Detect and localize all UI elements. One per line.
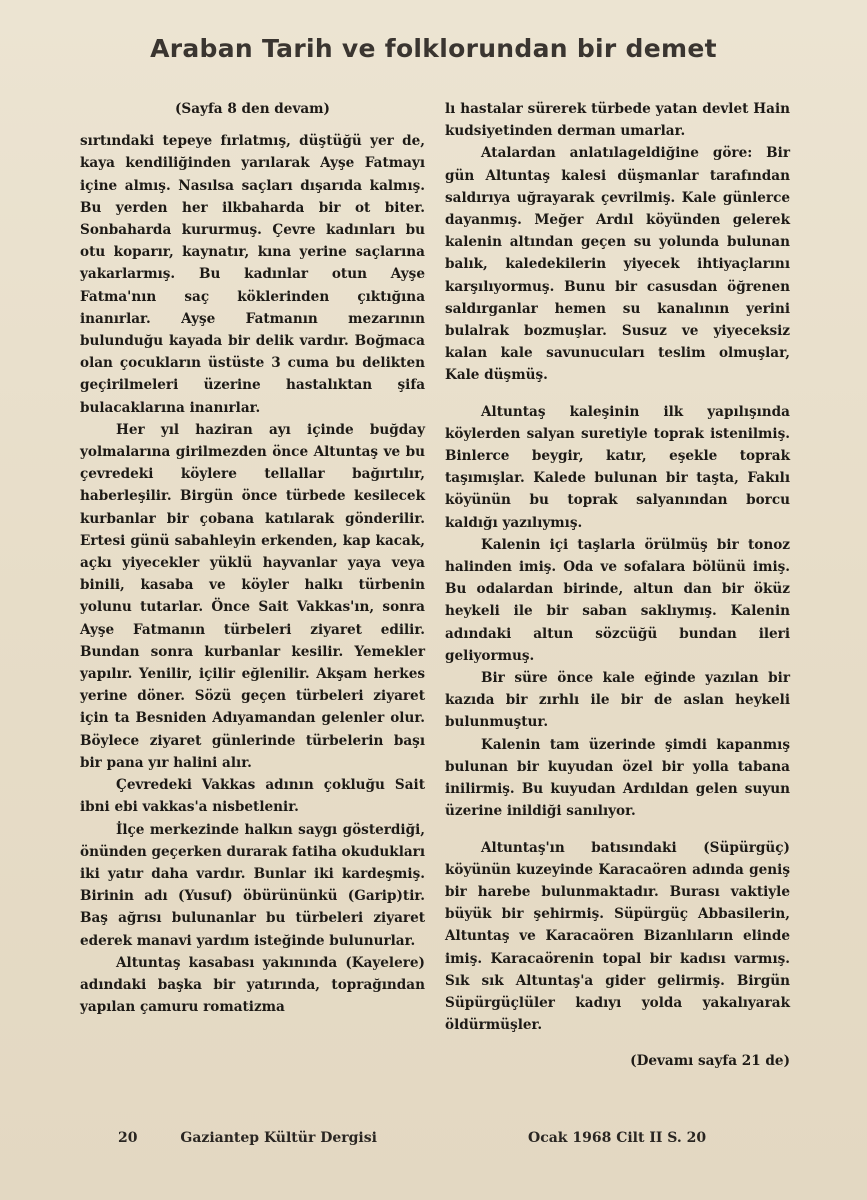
left-paragraph-2: Her yıl haziran ayı içinde buğday yolmalarına girilmezden önce Altuntaş ve bu çevredeki köylere tellallar bağırtılır, haberleşilir. Birgün önce türbede kesilecek kurbanlar bir çobana katılarak gönderilir. Ertesi günü sabahleyin erkenden, kap kacak, açkı yiyecekler yüklü hayvanlar yaya veya binili, kasaba ve köyler halkı türbenin yolunu tutarlar. Önce Sait Vakkas'ın, sonra Ayşe Fatmanın türbeleri ziyaret edilir. Bundan sonra kurbanlar kesilir. Yemekler yapılır. Yenilir, içilir eğlenilir. Akşam herkes yerine döner. Sözü geçen türbeleri ziyaret için ta Besniden Adıyamandan gelenler olur. Böylece ziyaret günlerinde türbelerin başı bir pana yır halini alır.	[80, 421, 425, 771]
continued-on-note: (Devamı sayfa 21 de)	[630, 1053, 790, 1070]
right-paragraph-2: Atalardan anlatılageldiğine göre: Bir gün Altuntaş kalesi düşmanlar tarafından saldırıya uğrayarak çevrilmiş. Kale günlerce dayanmış. Meğer Ardıl köyünden gelerek kalenin altından geçen su yolunda bulunan balık, kaledekilerin yiyecek ihtiyaçlarını karşılıyormuş. Bunu bir casusdan öğrenen saldırganlar hemen su kanalının yerini bulalrak bozmuşlar. Susuz ve yiyeceksiz kalan kale savunucuları teslim olmuşlar, Kale düşmüş.	[445, 145, 790, 384]
journal-name: Gaziantep Kültür Dergisi	[180, 1130, 377, 1146]
right-paragraph-5: Bir süre önce kale eğinde yazılan bir kazıda bir zırhlı ile bir de aslan heykeli bulunmuştur.	[445, 670, 790, 731]
left-column	[80, 98, 425, 1018]
right-paragraph-4: Kalenin içi taşlarla örülmüş bir tonoz halinden imiş. Oda ve sofalara bölünü imiş. Bu odalardan birinde, altun dan bir öküz heykeli ile bir saban saklıymış. Kalenin adındaki altun sözcüğü bundan ileri geliyormuş.	[445, 536, 790, 664]
article-title: Araban Tarih ve folklorundan bir demet	[150, 34, 717, 63]
right-paragraph-6: Kalenin tam üzerinde şimdi kapanmış bulunan bir kuyudan özel bir yolla tabana inilirmiş. Bu kuyudan Ardıldan gelen suyun üzerine inildiği sanılıyor.	[445, 736, 790, 820]
right-paragraph-3: Altuntaş kaleşinin ilk yapılışında köylerden salyan suretiyle toprak istenilmiş. Binlerce beygir, katır, eşekle toprak taşımışlar. Kalede bulunan bir taşta, Fakılı köyünün bu toprak salyanından borcu kaldığı yazılıymış.	[445, 403, 790, 531]
right-column	[445, 98, 790, 1073]
right-paragraph-7: Altuntaş'ın batısındaki (Süpürgüç) köyünün kuzeyinde Karacaören adında geniş bir harebe bulunmaktadır. Burası vaktiyle büyük bir şehirmiş. Süpürgüç Abbasilerin, Altuntaş ve Karacaören Bizanlıların elinde imiş. Karacaörenin topal bir kadısı varmış. Sık sık Altuntaş'a gider gelirmiş. Birgün Süpürgüçlüler kadıyı yolda yakalıyarak öldürmüşler.	[445, 839, 790, 1034]
left-paragraph-4: İlçe merkezinde halkın saygı gösterdiği, önünden geçerken durarak fatiha okudukları iki yatır daha vardır. Bunlar iki kardeşmiş. Birinin adı (Yusuf) öbürününkü (Garip)tir. Baş ağrısı bulunanlar bu türbeleri ziyaret ederek manavi yardım isteğinde bulunurlar.	[80, 821, 425, 949]
left-paragraph-1: sırtındaki tepeye fırlatmış, düştüğü yer de, kaya kendiliğinden yarılarak Ayşe Fatmayı içine almış. Nasılsa saçları dışarıda kalmış. Bu yerden her ilkbaharda bir ot biter. Sonbaharda kururmuş. Çevre kadınları bu otu koparır, kaynatır, kına yerine saçlarına yakarlarmış. Bu kadınlar otun Ayşe Fatma'nın saç köklerinden çıktığına inanırlar. Ayşe Fatmanın mezarının bulunduğu kayada bir delik vardır. Boğmaca olan çocukların üstüste 3 cuma bu delikten geçirilmeleri üzerine hastalıktan şifa bulacaklarına inanırlar.	[80, 133, 425, 416]
right-paragraph-1: lı hastalar sürerek türbede yatan devlet Hain kudsiyetinden derman umarlar.	[445, 101, 790, 140]
left-paragraph-3: Çevredeki Vakkas adının çokluğu Sait ibni ebi vakkas'a nisbetlenir.	[80, 777, 425, 816]
footer-left	[118, 1130, 377, 1152]
continued-from-note: (Sayfa 8 den devam)	[175, 101, 330, 117]
left-paragraph-5: Altuntaş kasabası yakınında (Kayelere) adındaki başka bir yatırında, toprağından yapılan çamuru romatizma	[80, 954, 425, 1016]
issue-info: Ocak 1968 Cilt II S. 20	[528, 1130, 707, 1146]
page-number: 20	[118, 1130, 138, 1146]
